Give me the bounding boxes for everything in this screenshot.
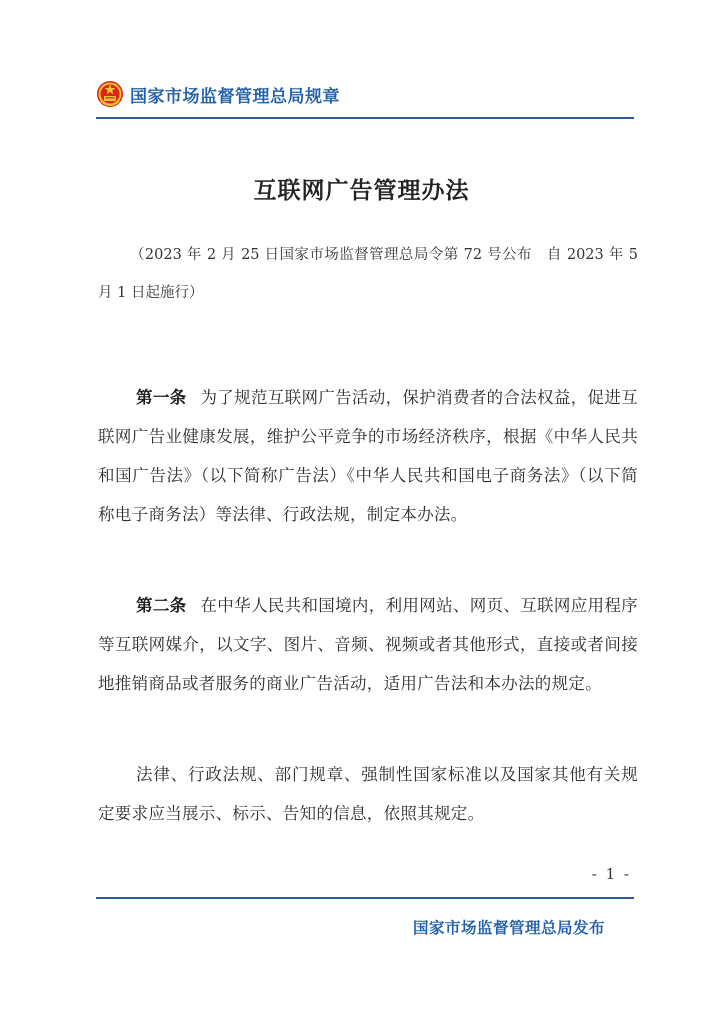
article-1-heading: 第一条: [136, 388, 187, 407]
article-2-text: 在中华人民共和国境内，利用网站、网页、互联网应用程序等互联网媒介，以文字、图片、音频、视频或者其他形式，直接或者间接地推销商品或者服务的商业广告活动，适用广告法和本办法的规定。: [98, 596, 638, 693]
article-2-paragraph-2: 法律、行政法规、部门规章、强制性国家标准以及国家其他有关规定要求应当展示、标示、告知的信息，依照其规定。: [98, 765, 638, 823]
header-title: 国家市场监督管理总局规章: [130, 86, 340, 107]
article-1: [98, 378, 638, 534]
document-title: 互联网广告管理办法: [253, 178, 470, 204]
footer-divider: [96, 897, 634, 899]
document-header: [96, 76, 636, 112]
article-2-heading: 第二条: [136, 596, 187, 615]
footer-publisher: 国家市场监督管理总局发布: [412, 919, 605, 937]
header-divider: [96, 117, 634, 119]
article-2: [98, 586, 638, 703]
article-1-text: 为了规范互联网广告活动，保护消费者的合法权益，促进互联网广告业健康发展，维护公平竞争的市场经济秩序，根据《中华人民共和国广告法》（以下简称广告法）《中华人民共和国电子商务法》（以下简称电子商务法）等法律、行政法规，制定本办法。: [98, 388, 638, 524]
page-number: - 1 -: [591, 865, 631, 883]
national-emblem-icon: [96, 79, 124, 109]
publication-note: （2023 年 2 月 25 日国家市场监督管理总局令第 72 号公布 自 2023 年 5 月 1 日起施行）: [98, 247, 638, 301]
